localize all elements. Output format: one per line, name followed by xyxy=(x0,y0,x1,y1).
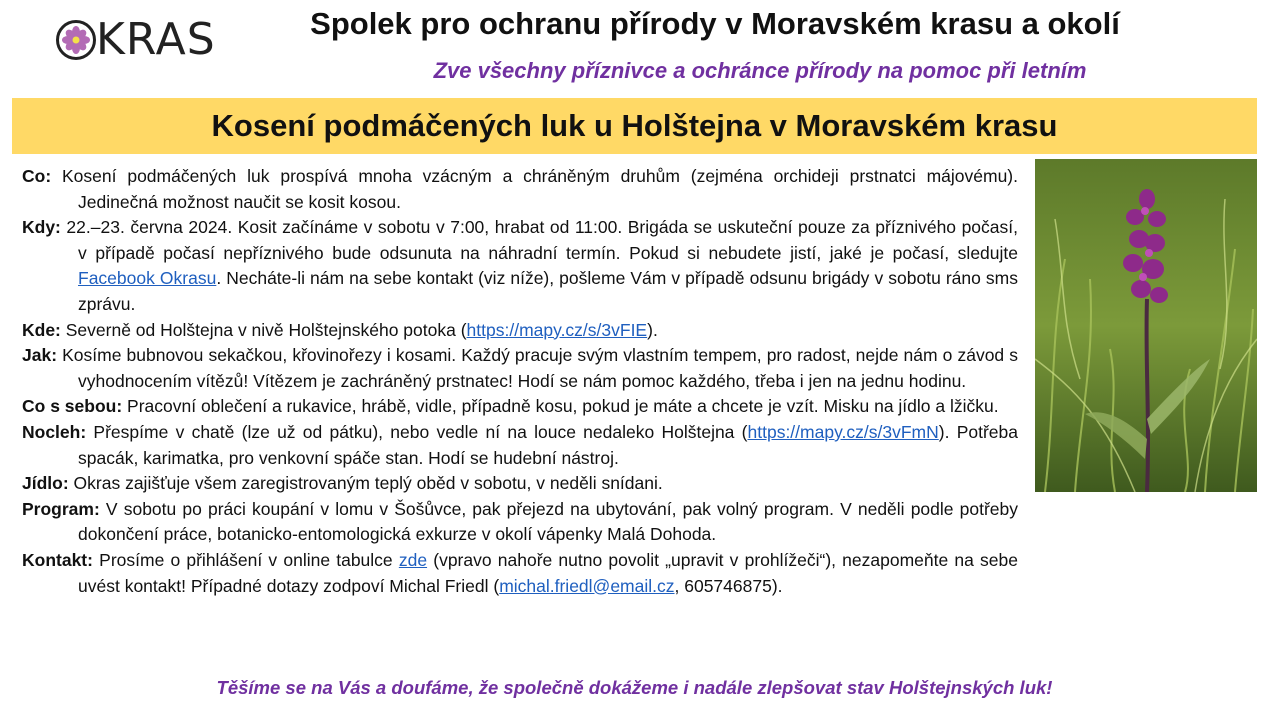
detail-where xyxy=(22,318,1018,344)
map-link-meadow[interactable]: https://mapy.cz/s/3vFIE xyxy=(466,319,648,340)
detail-food xyxy=(22,471,1018,497)
detail-text: , 605746875). xyxy=(674,575,783,596)
closing-message: Těšíme se na Vás a doufáme, že společně dokážeme i nadále zlepšovat stav Holštejnských luk! xyxy=(216,677,1053,698)
detail-text: V sobotu po práci koupání v lomu v Šošůvce, pak přejezd na ubytování, pak volný program. V neděli podle potřeby dokončení práce, botanicko-entomologická exkurze v okolí vápenky Malá Dohoda. xyxy=(78,498,1018,545)
detail-text: Severně od Holštejna v nivě Holštejnského potoka ( xyxy=(60,319,467,340)
invitation-line: Zve všechny příznivce a ochránce přírody na pomoc při letním xyxy=(433,58,1087,83)
email-link[interactable]: michal.friedl@email.cz xyxy=(499,575,675,596)
event-details xyxy=(22,164,1018,599)
logo-text: KRAS xyxy=(96,14,216,65)
detail-text: Pracovní oblečení a rukavice, hrábě, vidle, případně kosu, pokud je máte a chcete je vzít. Misku na jídlo a lžičku. xyxy=(122,396,999,417)
registration-link[interactable]: zde xyxy=(398,549,428,570)
detail-text: Přespíme v chatě (lze už od pátku), nebo vedle ní na louce nedaleko Holštejna ( xyxy=(86,421,748,442)
detail-when xyxy=(22,215,1018,317)
orchid-photo xyxy=(1035,159,1257,492)
detail-label: Nocleh: xyxy=(22,421,87,442)
detail-text: Okras zajišťuje všem zaregistrovaným teplý oběd v sobotu, v neděli snídani. xyxy=(68,473,663,494)
detail-text: (vpravo nahoře nutno povolit „upravit v prohlížeči“), nezapomeňte na sebe uvést kontakt! Případné dotazy zodpoví Michal Friedl ( xyxy=(78,549,1018,596)
detail-label: Kde: xyxy=(22,319,61,340)
detail-text: ). xyxy=(647,319,658,340)
detail-label: Kontakt: xyxy=(22,549,93,570)
detail-label: Jak: xyxy=(22,345,58,366)
detail-text: . Necháte-li nám na sebe kontakt (viz níže), pošleme Vám v případě odsunu brigády v sobotu ráno sms zprávu. xyxy=(78,268,1018,314)
facebook-link[interactable]: Facebook Okrasu xyxy=(78,268,217,289)
detail-label: Program: xyxy=(22,498,100,519)
detail-what xyxy=(22,164,1018,215)
event-banner xyxy=(12,98,1257,154)
detail-text: Kosení podmáčených luk prospívá mnoha vzácným a chráněným druhům (zejména orchideji prstnatci májovému). Jedinečná možnost naučit se kosit kosou. xyxy=(51,166,1018,212)
detail-text: Prosíme o přihlášení v online tabulce xyxy=(92,549,399,570)
detail-label: Co: xyxy=(22,166,52,186)
detail-how xyxy=(22,343,1018,394)
event-title: Kosení podmáčených luk u Holštejna v Moravském krasu xyxy=(211,108,1058,143)
organization-title: Spolek pro ochranu přírody v Moravském krasu a okolí xyxy=(310,6,1120,41)
detail-accommodation xyxy=(22,420,1018,471)
detail-text: ). Potřeba spacák, karimatka, pro venkovní spáče stan. Hodí se hudební nástroj. xyxy=(78,421,1018,468)
detail-bring xyxy=(22,394,1018,420)
detail-text: Kosíme bubnovou sekačkou, křovinořezy i kosami. Každý pracuje svým vlastním tempem, pro radost, nejde nám o závod s vyhodnocením vítězů! Vítězem je zachráněný prstnatec! Hodí se nám pomoc každého, třeba i jen na jednu hodinu. xyxy=(57,345,1018,391)
map-link-cabin[interactable]: https://mapy.cz/s/3vFmN xyxy=(747,421,939,442)
detail-label: Co s sebou: xyxy=(22,396,123,417)
detail-text: 22.–23. června 2024. Kosit začínáme v sobotu v 7:00, hrabat od 11:00. Brigáda se uskuteční pouze za příznivého počasí, v případě počasí nepříznivého bude odsunuta na náhradní termín. Pokud si nebudete jistí, jaké je počasí, sledujte xyxy=(60,217,1018,263)
detail-label: Jídlo: xyxy=(22,473,69,494)
detail-program xyxy=(22,497,1018,548)
logo-flower-icon xyxy=(56,20,96,60)
detail-label: Kdy: xyxy=(22,217,61,238)
okras-logo xyxy=(56,16,216,64)
detail-contact xyxy=(22,548,1018,599)
